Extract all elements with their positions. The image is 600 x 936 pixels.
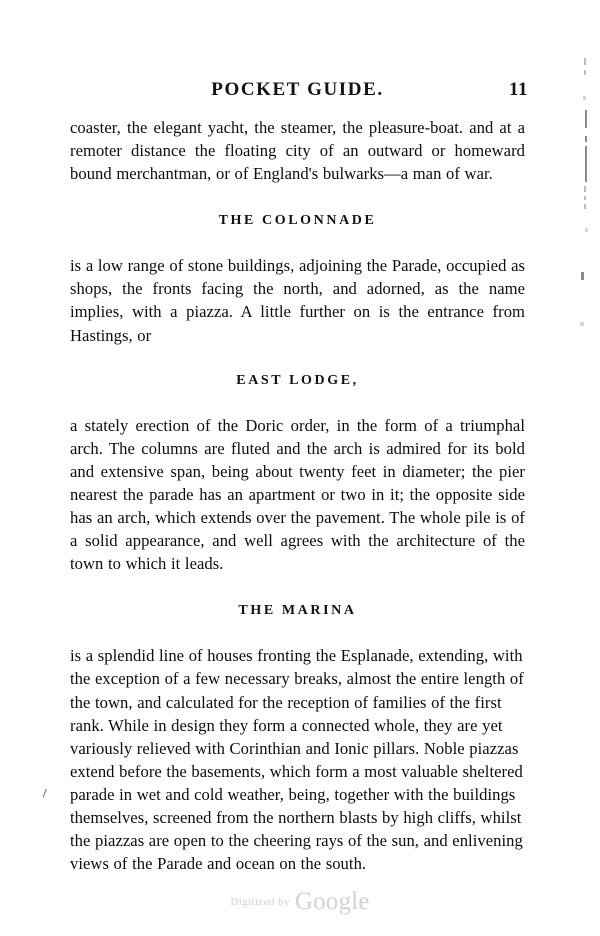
running-head-title: POCKET GUIDE. [211, 79, 384, 100]
scan-artifact-mark [583, 96, 586, 100]
spacer [70, 229, 525, 254]
scan-artifact-mark [581, 272, 584, 280]
spacer [70, 619, 525, 644]
paragraph-marina: is a splendid line of houses fronting the Esplanade, extending, with the exception of a few necessary breaks, almost the entire length of the town, and calculated for the reception of families of the first rank. While in design they form a connected whole, they are yet variously relieved with Corinthian and Ionic pillars. Noble piazzas extend before the basements, which form a most valuable sheltered parade in wet and cold weather, being, together with the buildings themselves, screened from the northern blasts by high cliffs, whilst the piazzas are open to the cheering rays of the sun, and enlivening views of the Parade and ocean on the south. [70, 646, 524, 874]
scan-artifact-mark [584, 204, 586, 209]
scan-artifact-rule [585, 146, 587, 182]
watermark-google-logo: Google [294, 888, 370, 915]
scan-artifact-mark [585, 228, 588, 232]
section-heading-colonnade: THE COLONNADE [218, 213, 377, 229]
spacer [70, 185, 525, 213]
running-head [70, 78, 528, 104]
paragraph-east-lodge: a stately erection of the Doric order, in the form of a triumphal arch. The columns are fluted and the arch is admired for its bold and extensive span, being about twenty feet in diameter; the pier nearest the parade has an apartment or two in it; the opposite side has an arch, which extends over the pavement. The whole pile is of a solid appearance, and well agrees with the architecture of the town to which it leads. [70, 415, 525, 574]
scan-artifact-mark [584, 70, 586, 75]
section-heading-east-lodge: EAST LODGE, [236, 372, 359, 388]
scan-artifact-mark [584, 196, 586, 200]
page-number: 11 [509, 79, 528, 100]
paragraph-continuation: coaster, the elegant yacht, the steamer, the pleasure-boat. and at a remoter distance the floating city of an outward or homeward bound merchantman, or of England's bulwarks—a man of war. [70, 118, 525, 184]
digitization-watermark [0, 888, 600, 916]
scan-artifact-mark [584, 58, 586, 65]
body-text-block [70, 116, 525, 875]
spacer [70, 389, 525, 414]
spacer [70, 575, 525, 603]
spacer [70, 347, 525, 373]
scan-artifact-mark [580, 322, 584, 326]
scan-artifact-mark [584, 186, 586, 192]
watermark-digitized-label: Digitized by [230, 896, 290, 908]
scan-artifact-tick [43, 789, 55, 801]
paragraph-colonnade: is a low range of stone buildings, adjoining the Parade, occupied as shops, the fronts facing the north, and adorned, as the name implies, with a piazza. A little further on is the entrance from Hastings, or [70, 256, 525, 345]
scan-artifact-rule [585, 136, 587, 142]
section-heading-marina: THE MARINA [238, 603, 357, 619]
scan-artifact-rule [585, 110, 587, 128]
